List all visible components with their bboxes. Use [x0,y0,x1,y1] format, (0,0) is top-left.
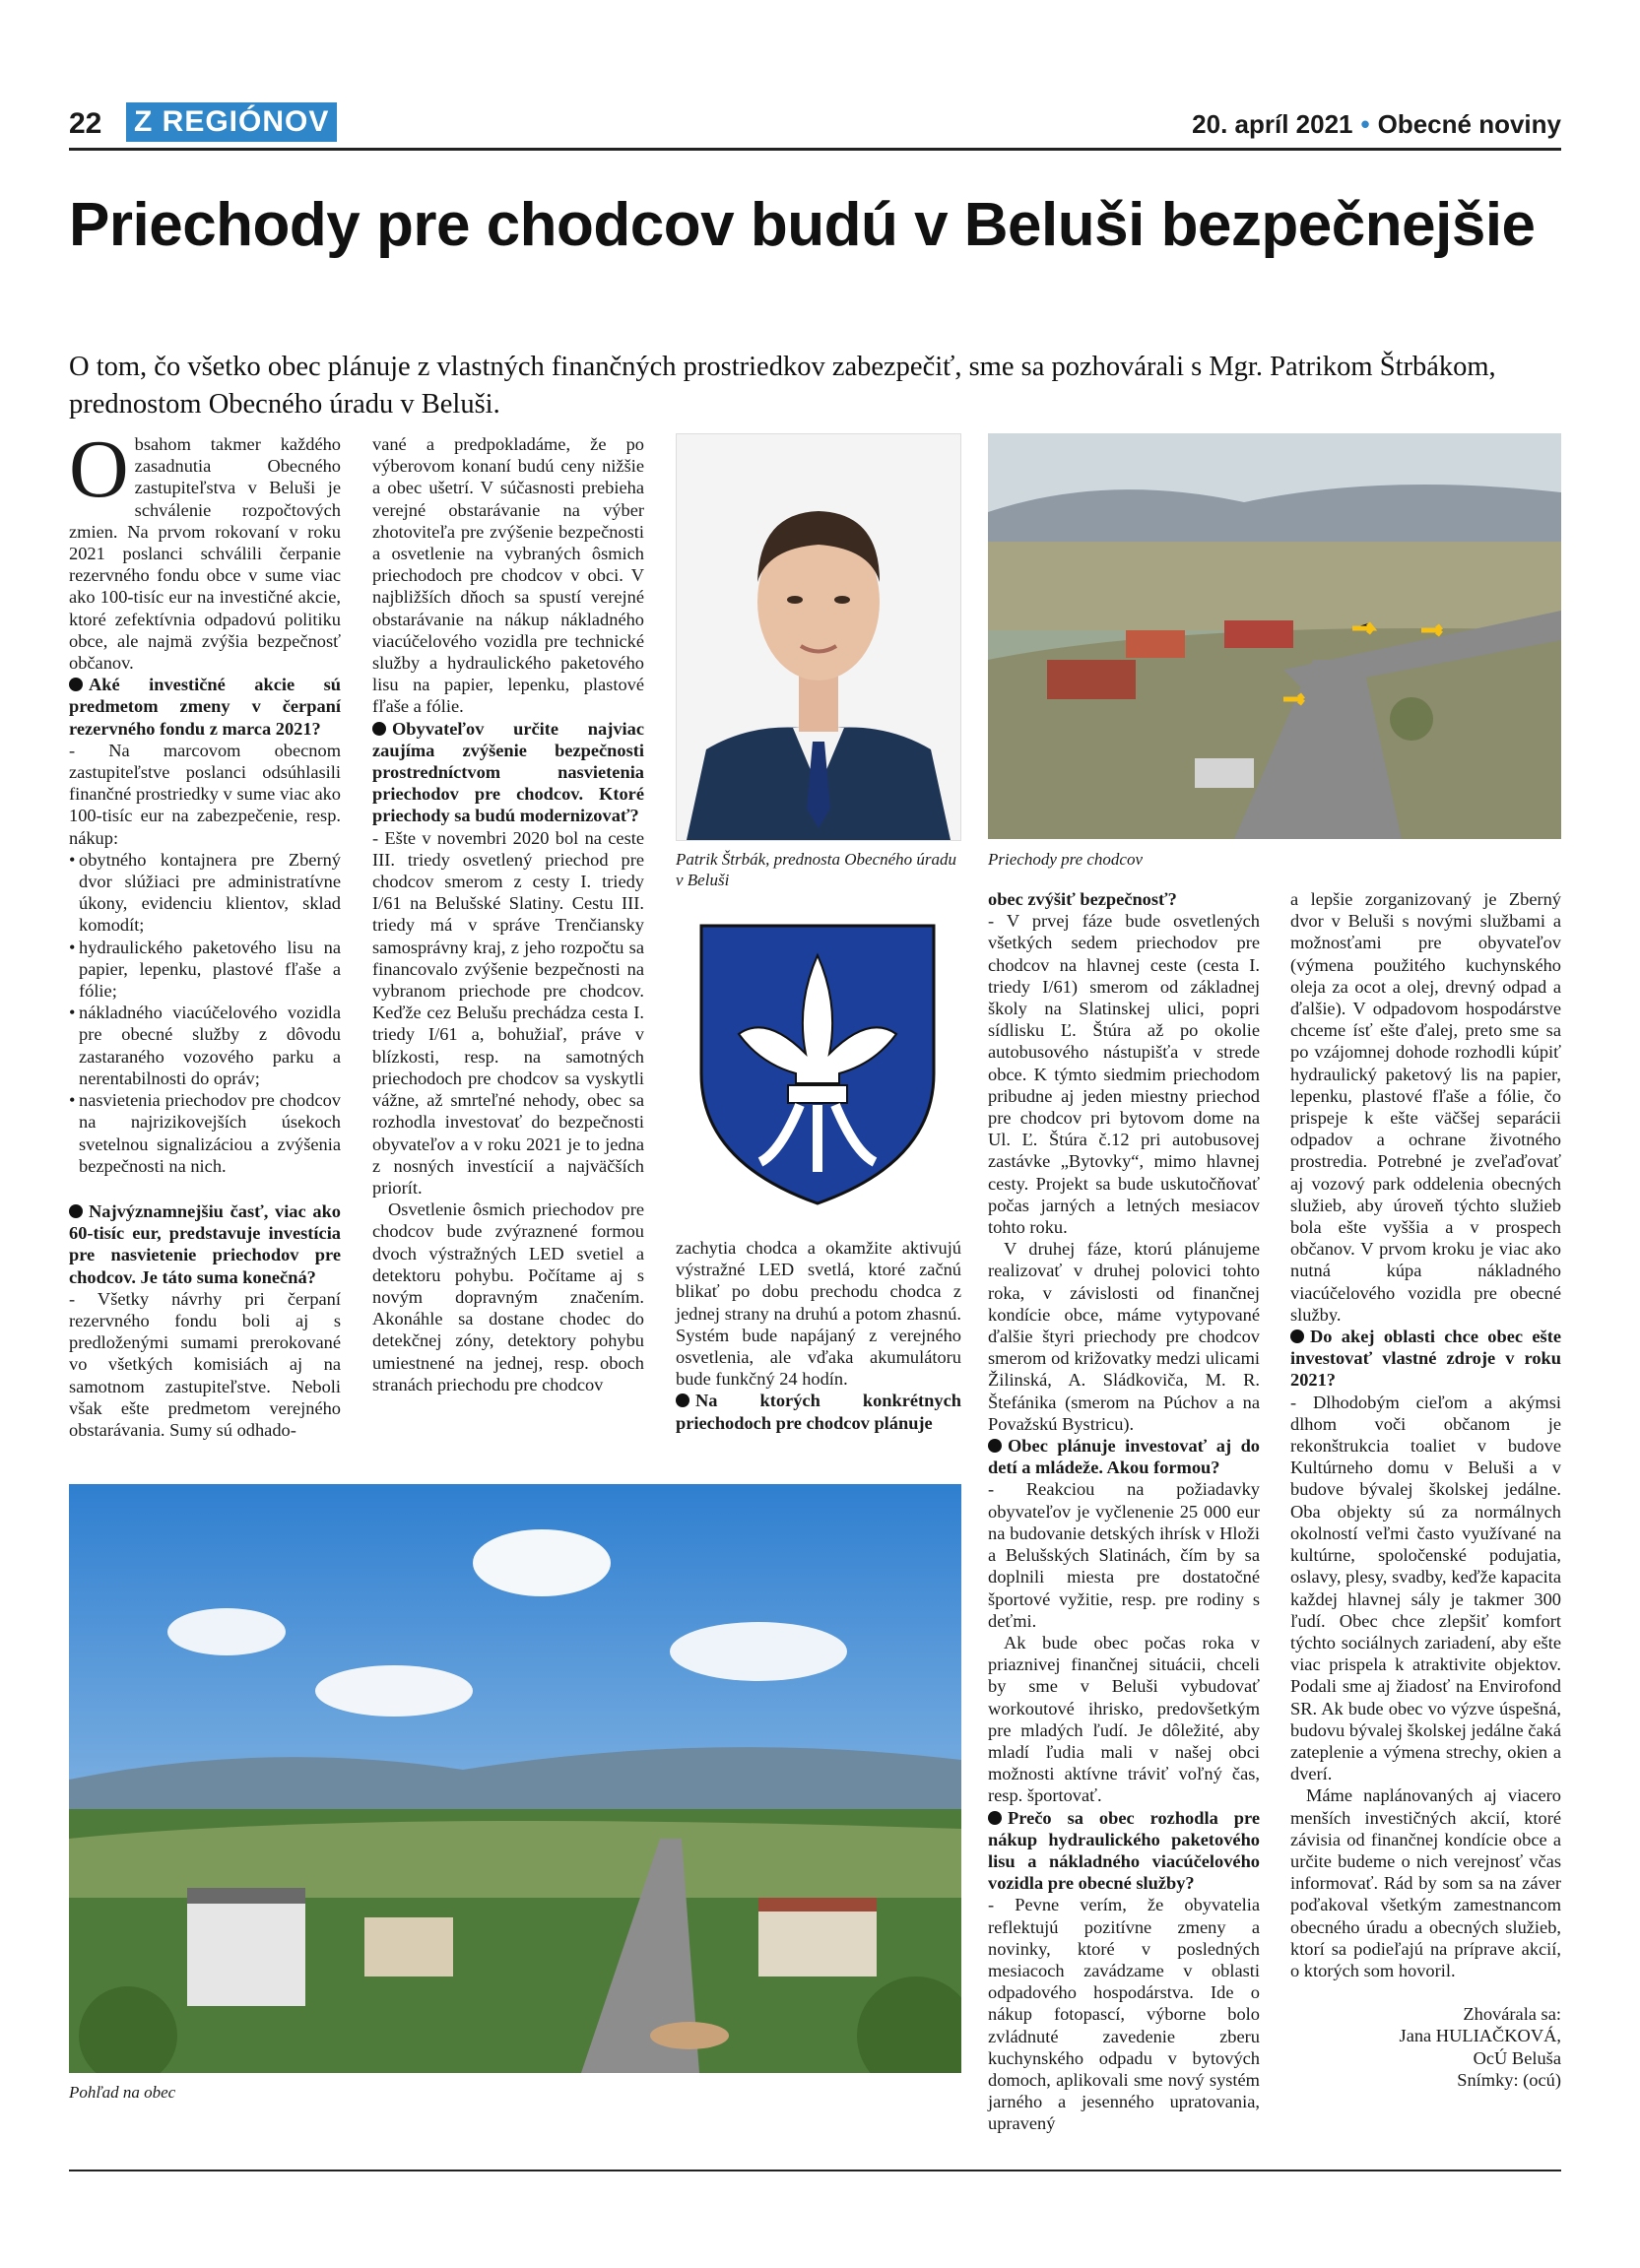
section-label: Z REGIÓNOV [126,102,337,142]
list-item: • nákladného viacúčelového vozidla pre obecné služby z dôvodu zastaraného vozového parku a nerentabilnosti do opráv; [69,1002,341,1089]
text-column-5 [1290,888,1561,2091]
answer-text: - Pevne verím, že obyvatelia reflektujú pozitívne zmeny a novinky, ktoré v posledných mesiacoch zavádzame v oblasti odpadového hospodárstva. Ide o nákup fotopascí, výborne bolo zvládnuté zavedenie zberu kuchynského odpadu v bytových domoch, aplikovali sme nový systém jarného a jesenného upratovania, upravený [988,1895,1260,2134]
aerial-photo [988,433,1561,839]
fleur-de-lis-crest-icon [682,916,953,1211]
question-text: Prečo sa obec rozhodla pre nákup hydraulického paketového lisu a nákladného viacúčelového vozidla pre obecné služby? [988,1807,1260,1894]
issue-info [1192,104,1561,144]
header-rule [69,148,1561,151]
question-bullet-icon [1290,1329,1304,1343]
question-text: Aké investičné akcie sú predmetom zmeny v čerpaní rezervného fondu z marca 2021? [69,675,341,739]
question-text: Do akej oblasti chce obec ešte investovať vlastné zdroje v roku 2021? [1290,1327,1561,1391]
issue-date: 20. apríl 2021 [1192,109,1353,139]
signature-line: Jana HULIAČKOVÁ, [1399,2026,1561,2046]
text-column-2 [372,433,644,1395]
signature-line: Zhovárala sa: [1463,2004,1561,2025]
town-caption: Pohľad na obec [69,2083,176,2102]
coat-of-arms [682,916,953,1211]
answer-text: Máme naplánovaných aj viacero menších investičných akcií, ktoré závisia od finančnej kondície obce a určite budeme o nich verejnosť včas informovať. Rád by som sa na záver poďakoval všetkým zamestnancom obecného úradu a obecných služieb, ktorí sa podieľajú na príprave akcií, o ktorých som hovoril. [1290,1785,1561,1980]
question-text: obec zvýšiť bezpečnosť? [988,889,1177,909]
question-bullet-icon [372,722,386,736]
answer-text: - V prvej fáze bude osvetlených všetkých sedem priechodov pre chodcov na hlavnej ceste (cesta I. triedy I/61) smerom od základnej školy na Slatinskej ulici, popri sídlisku Ľ. Štúra až po okolie autobusového nástupišťa v strede obce. K týmto siedmim priechodom pribudne aj jeden miestny priechod pre chodcov pri bytovom dome na Ul. Ľ. Štúra č.12 pri autobusovej zastávke „Bytovky“, mimo hlavnej cesty. Projekt sa bude uskutočňovať počas jarných a letných mesiacov tohto roku. [988,911,1260,1238]
person-photo-icon [677,434,960,840]
list-item: • obytného kontajnera pre Zberný dvor slúžiaci pre administratívne úkony, evidenciu klientov, sklad komodít; [69,849,341,937]
question-text: Na ktorých konkrétnych priechodoch pre chodcov plánuje [676,1391,961,1433]
signature-line: Snímky: (ocú) [1457,2069,1561,2090]
paper-name: Obecné noviny [1377,109,1561,139]
answer-text: - Reakciou na požiadavky obyvateľov je vyčlenenie 25 000 eur na budovanie detských ihrísk v Hloži a Belušských Slatinách, čím by sa doplnili miesta pre dostatočné športové vyžitie, resp. pre rodiny s deťmi. [988,1479,1260,1631]
answer-text: Ak bude obec počas roka v priaznivej finančnej situácii, chceli by sme v Beluši vybudovať workoutové ihrisko, predovšetkým pre mladých ľudí. Je dôležité, aby mladí ľudia mali v našej obci možnosti aktívne tráviť voľný čas, resp. športovať. [988,1632,1260,1806]
article-lead: O tom, čo všetko obec plánuje z vlastných finančných prostriedkov zabezpečiť, sme sa pozhovárali s Mgr. Patrikom Štrbákom, prednostom Obecného úradu v Beluši. [69,352,1496,420]
question-text: Obyvateľov určite najviac zaujíma zvýšenie bezpečnosti prostredníctvom nasvietenia priechodov pre chodcov. Ktoré priechody sa budú modernizovať? [372,718,644,826]
question-bullet-icon [69,1204,83,1218]
question-bullet-icon [69,678,83,691]
answer-text: - Na marcovom obecnom zastupiteľstve poslanci odsúhlasili finančné prostriedky v sume viac ako 100-tisíc eur na zabezpečenie, resp. nákup: [69,740,341,848]
town-photo [69,1484,961,2073]
answer-text: V druhej fáze, ktorú plánujeme realizovať v druhej polovici tohto roka, v závislosti od finančnej kondície obce, máme vytypované ďalšie štyri priechody pre chodcov smerom od križovatky medzi ulicami Žilinská, A. Sládkoviča, M. R. Štefánika (smerom na Púchov a na Považskú Bystricu). [988,1239,1260,1434]
col1-paragraph: bsahom takmer každého zasadnutia Obecného zastupiteľstva v Beluši je schválenie rozpočtových zmien. Na prvom rokovaní v roku 2021 poslanci schválili čerpanie rezervného fondu obce v sume viac ako 100-tisíc eur na investičné akcie, ktoré zefektívnia odpadovú politiku obce, ale najmä zvýšia bezpečnosť občanov. [69,434,341,674]
col5-paragraph: a lepšie zorganizovaný je Zberný dvor v Beluši s novými službami a možnosťami pre obyvateľov (výmena použitého kuchynského oleja za ocot a olej, drevný odpad a ďalšie). V odpadovom hospodárstve chceme ísť ešte ďalej, preto sme sa po vzájomnej dohode rozhodli kúpiť hydraulický paketový lis na papier, lepenku, plastové fľaše a fólie, čo prispeje k ešte väčšej separácii odpadov a ochrane životného prostredia. Potrebné je zveľaďovať aj vozový park oddelenia obecných služieb, aby úroveň týchto služieb bola ešte vyššia a v prospech občanov. V prvom kroku je viac ako nutná kúpa nákladného viacúčelového vozidla pre obecné služby. [1290,889,1561,1325]
question-text: Obec plánuje investovať aj do detí a mládeže. Akou formou? [988,1436,1260,1478]
list-item: • hydraulického paketového lisu na papier, lepenku, plastové fľaše a fólie; [69,937,341,1003]
answer-text: - Ešte v novembri 2020 bol na ceste III. triedy osvetlený priechod pre chodcov smerom z cesty I. triedy I/61 na Belušské Slatiny. Cestu III. triedy má v správe Trenčiansky samosprávny kraj, z jeho rozpočtu sa financovalo zvýšenie bezpečnosti na vybranom priechode pre chodcov. Keďže cez Belušu prechádza cesta I. triedy I/61 a, bohužiaľ, práve v blízkosti, resp. na samotných priechodoch pre chodcov sa vyskytli vážne, až smrteľné nehody, obec sa rozhodla investovať do bezpečnosti obyvateľov a v roku 2021 je to jedna z nosných investícií a najväčších priorít. [372,827,644,1198]
answer-text: Osvetlenie ôsmich priechodov pre chodcov bude zvýraznené formou dvoch výstražných LED svetiel a detektoru pohybu. Počítame aj s novým dopravným značením. Akonáhle sa dostane chodec do detekčnej zóny, detektory pohybu umiestnené na jednej, resp. oboch stranách priechodu pre chodcov [372,1199,644,1394]
portrait-photo [676,433,961,841]
investment-list [69,849,341,1177]
signature-line: OcÚ Beluša [1473,2047,1561,2068]
drop-cap: O [69,423,129,515]
answer-text: - Dlhodobým cieľom a akýmsi dlhom voči občanom je rekonštrukcia toaliet v budove Kultúrneho domu v Beluši a v budove bývalej školskej jedálne. Oba objekty sú za normálnych okolností veľmi často využívané na kultúrne, spoločenské podujatia, oslavy, plesy, svadby, keďže kapacita každej hlavnej sály je takmer 300 ľudí. Obec chce zlepšiť komfort týchto sociálnych zariadení, aby ešte viac prispela k atraktivite objektov. Podali sme aj žiadosť na Envirofond SR. Ak bude obec vo výzve úspešná, budovu bývalej školskej jedálne čaká zateplenie a výmena strechy, okien a dverí. [1290,1392,1561,1784]
text-column-1 [69,423,341,1441]
list-item: • nasvietenia priechodov pre chodcov na najrizikovejších úsekoch svetelnou signalizáciou a zvýšenia bezpečnosti na nich. [69,1089,341,1177]
page-number: 22 [69,107,102,140]
town-aerial-photo-icon [69,1484,961,2073]
text-column-4 [988,888,1260,2135]
aerial-caption: Priechody pre chodcov [988,850,1144,869]
question-bullet-icon [988,1439,1002,1453]
aerial-crossing-photo-icon [988,433,1561,839]
footer-rule [69,2170,1561,2171]
separator-dot: • [1360,109,1370,139]
text-column-3 [676,1237,961,1434]
question-text: Najvýznamnejšiu časť, viac ako 60-tisíc eur, predstavuje investícia pre nasvietenie priechodov pre chodcov. Je táto suma konečná? [69,1200,341,1287]
col3-paragraph: zachytia chodca a okamžite aktivujú výstražné LED svetlá, ktoré začnú blikať po dobu prechodu chodca z jednej strany na druhú a potom zhasnú. Systém bude napájaný z verejného osvetlenia, ale vďaka akumulátoru bude funkčný 24 hodín. [676,1238,961,1390]
portrait-caption: Patrik Štrbák, prednosta Obecného úradu v Beluši [676,850,957,889]
article-headline: Priechody pre chodcov budú v Beluši bezpečnejšie [69,191,1536,259]
col2-paragraph: vané a predpokladáme, že po výberovom konaní budú ceny nižšie a obec ušetrí. V súčasnosti prebieha verejné obstarávanie na výber zhotoviteľa pre zvýšenie bezpečnosti a osvetlenie na vybraných ôsmich priechodoch pre chodcov v obci. V najbližších dňoch sa spustí verejné obstarávanie na nákup nákladného viacúčelového vozidla pre technické služby a hydraulického paketového lisu na papier, lepenku, plastové fľaše a fólie. [372,434,644,717]
question-bullet-icon [676,1393,689,1407]
answer-text: - Všetky návrhy pri čerpaní rezervného fondu boli aj s predloženými sumami prerokované vo všetkých komisiách aj na samotnom zastupiteľstve. Neboli však ešte predmetom verejného obstarávania. Sumy sú odhado- [69,1288,341,1440]
question-bullet-icon [988,1811,1002,1825]
